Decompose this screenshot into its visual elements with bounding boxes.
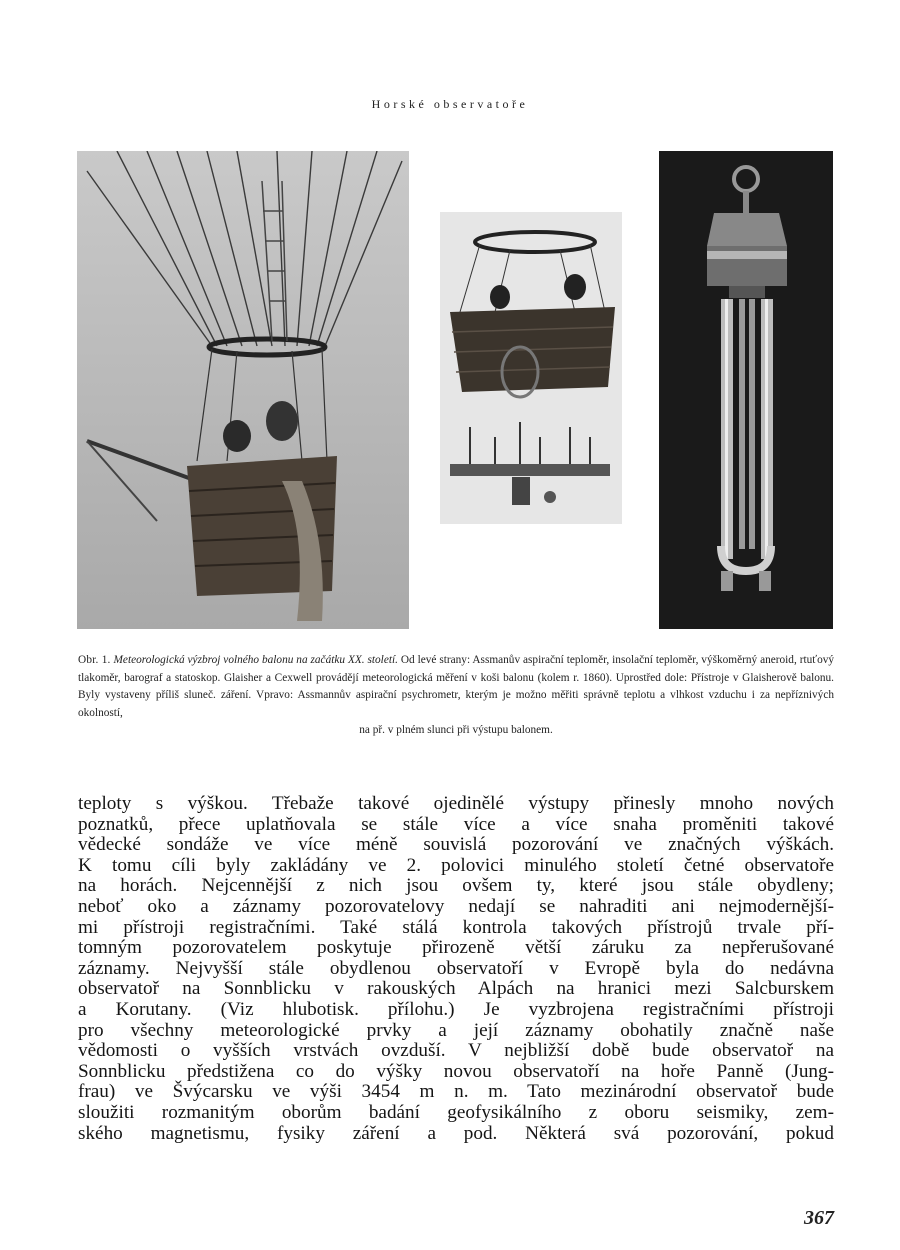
body-line: frau) ve Švýcarsku ve výši 3454 m n. m. Tato mezinárodní observatoř bude [78, 1081, 834, 1103]
body-line: ského magnetismu, fysiky záření a pod. Některá svá pozorování, pokud [78, 1122, 834, 1144]
body-line: na horách. Nejcennější z nich jsou ovšem ty, které jsou stále obydleny; [78, 875, 834, 897]
body-line: mi přístroji registračními. Také stálá kontrola takových přístrojů trvale pří- [78, 916, 834, 938]
body-line: poznatků, přece uplatňovala se stále více a více snaha proměniti takové [78, 813, 834, 835]
body-line: Sonnblicku předstižena co do výšky novou observatoří na hoře Panně (Jung- [78, 1060, 834, 1082]
psychrometer-photo [659, 151, 833, 629]
body-line: vědecké sondáže ve více méně souvislá pozorování ve značných výškách. [78, 834, 834, 856]
body-line: pro všechny meteorologické prvky a její záznamy obohatily značně naše [78, 1019, 834, 1041]
body-line: neboť oko a záznamy pozorovatelovy nedají se nahraditi ani nejmodernější- [78, 895, 834, 917]
balloon-illustration [77, 151, 409, 629]
body-line: sloužiti rozmanitým oborům badání geofysikálního z oboru seismiky, zem- [78, 1101, 834, 1123]
basket-instruments-illustration [440, 212, 622, 524]
body-line: tomným pozorovatelem poskytuje přirozeně větší záruku za nepřerušované [78, 937, 834, 959]
body-line: teploty s výškou. Třebaže takové ojedinělé výstupy přinesly mnoho nových [78, 793, 834, 814]
body-line: a Korutany. (Viz hlubotisk. přílohu.) Je vyzbrojena registračními přístroji [78, 998, 834, 1020]
balloon-basket-photo [77, 151, 409, 629]
psychrometer-illustration [659, 151, 833, 629]
caption-text: Od levé strany: Assmanův aspirační teploměr, insolační teploměr, výškoměrný aneroid, rtuťový tlakoměr, barograf a statoskop. Glaisher a Cexwell provádějí meteorologická měření v koši balonu (kolem r. 1860). Uprostřed dole: Přístroje v Glaisherově balonu. Byly vystaveny příliš sluneč. záření. Vpravo: Assmannův aspirační psychrometr, kterým je možno měřiti správně teplotu a vlhkost vzduchu i za nepříznivých okolností, [78, 654, 835, 719]
caption-body [78, 652, 834, 722]
body-text [78, 794, 834, 1144]
body-line: K tomu cíli byly zakládány ve 2. polovici minulého století četné observatoře [78, 854, 834, 876]
page-number: 367 [804, 1207, 834, 1229]
caption-last-line: na př. v plném slunci při výstupu balonem. [359, 724, 553, 737]
figure-caption [78, 652, 834, 740]
running-head: Horské observatoře [371, 97, 529, 111]
body-line: vědomosti o vyšších vrstvách ovzduší. V nejbližší době bude observatoř na [78, 1040, 834, 1062]
caption-title: Meteorologická výzbroj volného balonu na začátku XX. století. [113, 654, 398, 666]
body-line: záznamy. Nejvyšší stále obydlenou observatoří v Evropě byla do nedávna [78, 957, 834, 979]
body-line: observatoř na Sonnblicku v rakouských Alpách na hranici mezi Salcburskem [78, 978, 834, 1000]
caption-label: Obr. 1. [78, 654, 111, 666]
basket-and-instruments-photo [440, 212, 622, 524]
